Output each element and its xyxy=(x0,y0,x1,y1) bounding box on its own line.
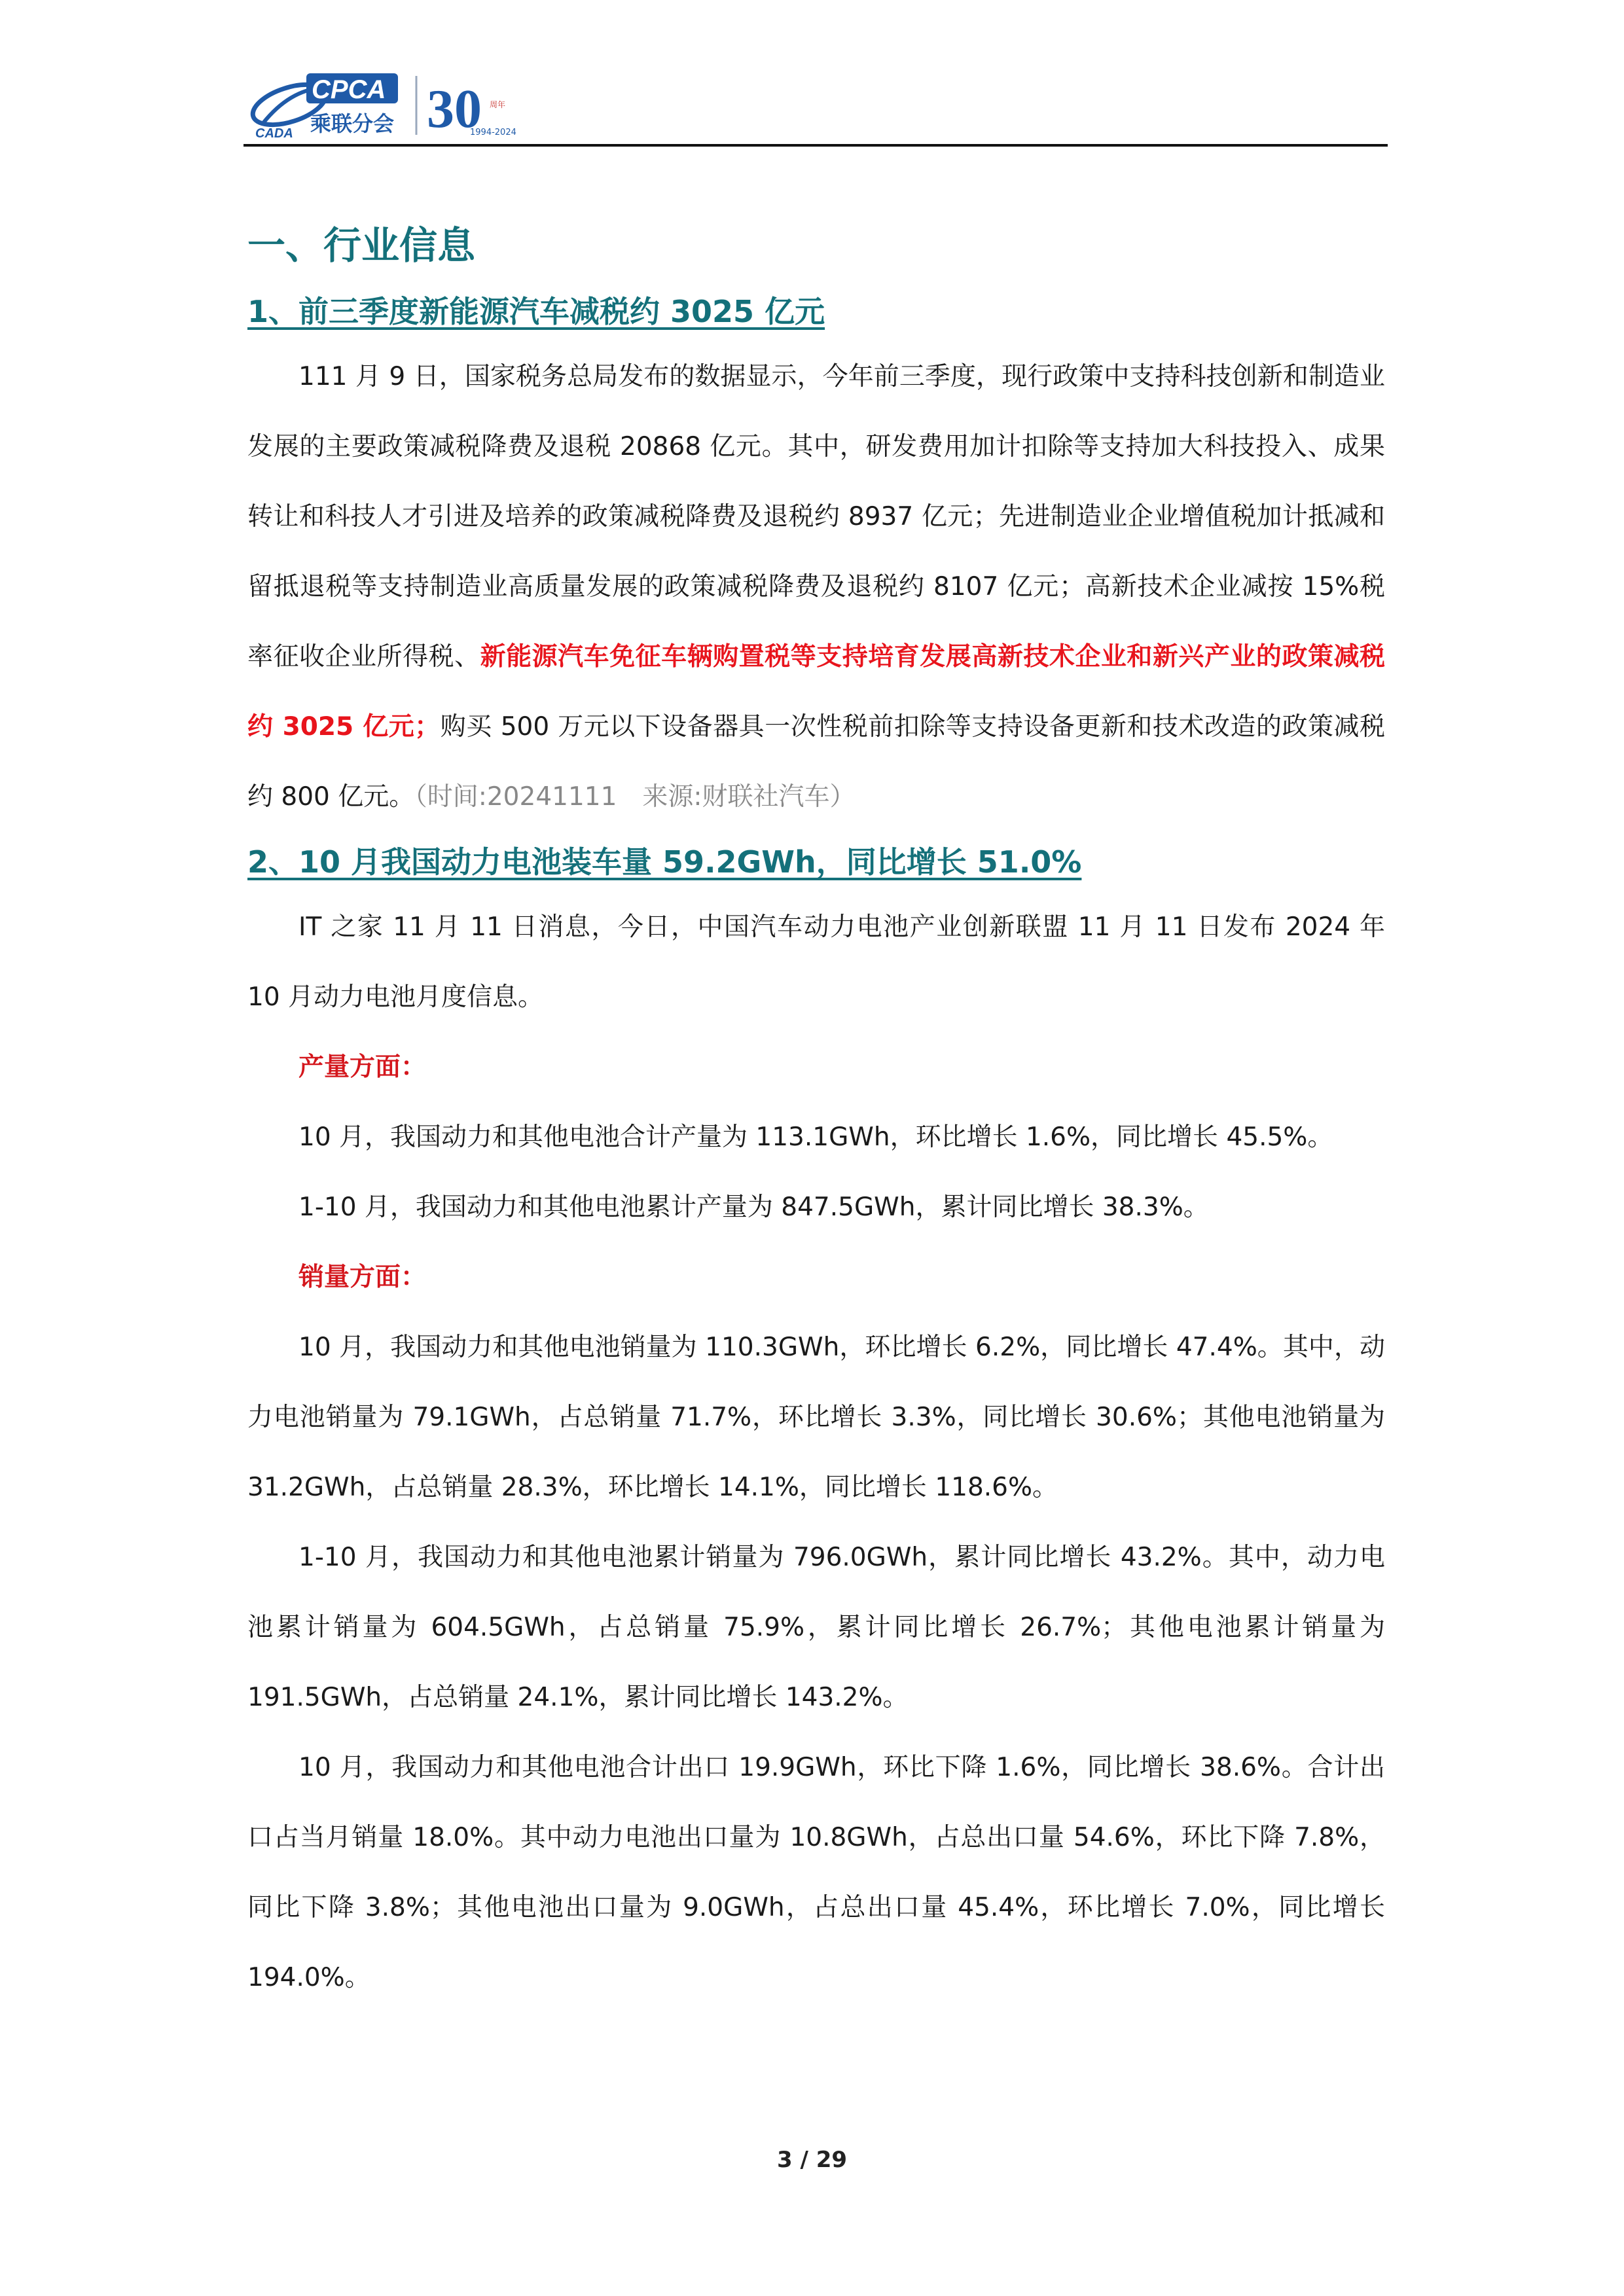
article-1-text: 111 月 9 日，国家税务总局发布的数据显示，今年前三季度，现行政策中支持科技创新和制造业发展的主要政策减税降费及退税 20868 亿元。其中，研发费用加计扣除等支持加大科技投入、成果转让和科技人才引进及培养的政策减税降费及退税约 8937 亿元；先进制造业企业增值税加计抵减和留抵退税等支持制造业高质量发展的政策减税降费及退税约 8107 亿元；高新技术企业减按 15%税率征收企业所得税、 xyxy=(247,362,1385,672)
cpca-logo xyxy=(244,64,558,141)
page-header xyxy=(244,58,1388,149)
svg-text:CADA: CADA xyxy=(255,126,293,141)
svg-text:乘联分会: 乘联分会 xyxy=(310,111,395,136)
production-paragraph-1: 10 月，我国动力和其他电池合计产量为 113.1GWh，环比增长 1.6%，同比增长 45.5%。 xyxy=(298,1122,1333,1152)
document-body xyxy=(247,196,1385,2013)
article-1-source: （时间:20241111 来源:财联社汽车） xyxy=(414,782,856,812)
article-2-intro: IT 之家 11 月 11 日消息，今日，中国汽车动力电池产业创新联盟 11 月 11 日发布 2024 年 10 月动力电池月度信息。 xyxy=(247,912,1385,1012)
article-1-title: 1、前三季度新能源汽车减税约 3025 亿元 xyxy=(247,294,825,329)
svg-text:1994-2024: 1994-2024 xyxy=(470,128,516,137)
article-1-text-end: 购买 500 万元以下设备器具一次性税前扣除等支持设备更新和技术改造的政策减税约 800 亿元。 xyxy=(247,712,1386,812)
svg-text:周年: 周年 xyxy=(490,100,506,109)
sales-paragraph-1: 10 月，我国动力和其他电池销量为 110.3GWh，环比增长 6.2%，同比增长 47.4%。其中，动力电池销量为 79.1GWh，占总销量 71.7%，环比增长 3.3%，同比增长 30.6%；其他电池销量为 31.2GWh，占总销量 28.3%，环比增长 14.1%，同比增长 118.6%。 xyxy=(247,1333,1385,1502)
sales-heading: 销量方面： xyxy=(298,1263,427,1292)
production-paragraph-2: 1-10 月，我国动力和其他电池累计产量为 847.5GWh，累计同比增长 38.3%。 xyxy=(298,1193,1209,1222)
export-paragraph: 10 月，我国动力和其他电池合计出口 19.9GWh，环比下降 1.6%，同比增长 38.6%。合计出口占当月销量 18.0%。其中动力电池出口量为 10.8GWh，占总出口量 54.6%，环比下降 7.8%，同比下降 3.8%；其他电池出口量为 9.0GWh，占总出口量 45.4%，环比增长 7.0%，同比增长 194.0%。 xyxy=(247,1753,1385,1992)
article-1-paragraph xyxy=(247,342,1385,832)
article-2-title: 2、10 月我国动力电池装车量 59.2GWh，同比增长 51.0% xyxy=(247,844,1082,880)
section-title: 一、行业信息 xyxy=(247,223,476,268)
production-heading: 产量方面： xyxy=(298,1052,427,1082)
svg-text:30: 30 xyxy=(427,79,482,139)
sales-paragraph-2: 1-10 月，我国动力和其他电池累计销量为 796.0GWh，累计同比增长 43.2%。其中，动力电池累计销量为 604.5GWh，占总销量 75.9%，累计同比增长 26.7%；其他电池累计销量为 191.5GWh，占总销量 24.1%，累计同比增长 143.2%。 xyxy=(247,1543,1385,1712)
header-divider xyxy=(244,144,1388,147)
svg-text:CPCA: CPCA xyxy=(312,75,386,104)
article-1-highlight: 新能源汽车免征车辆购置税等支持培育发展高新技术企业和新兴产业的政策减税约 3025 亿元； xyxy=(247,642,1385,742)
page-number: 3 / 29 xyxy=(776,2147,848,2173)
